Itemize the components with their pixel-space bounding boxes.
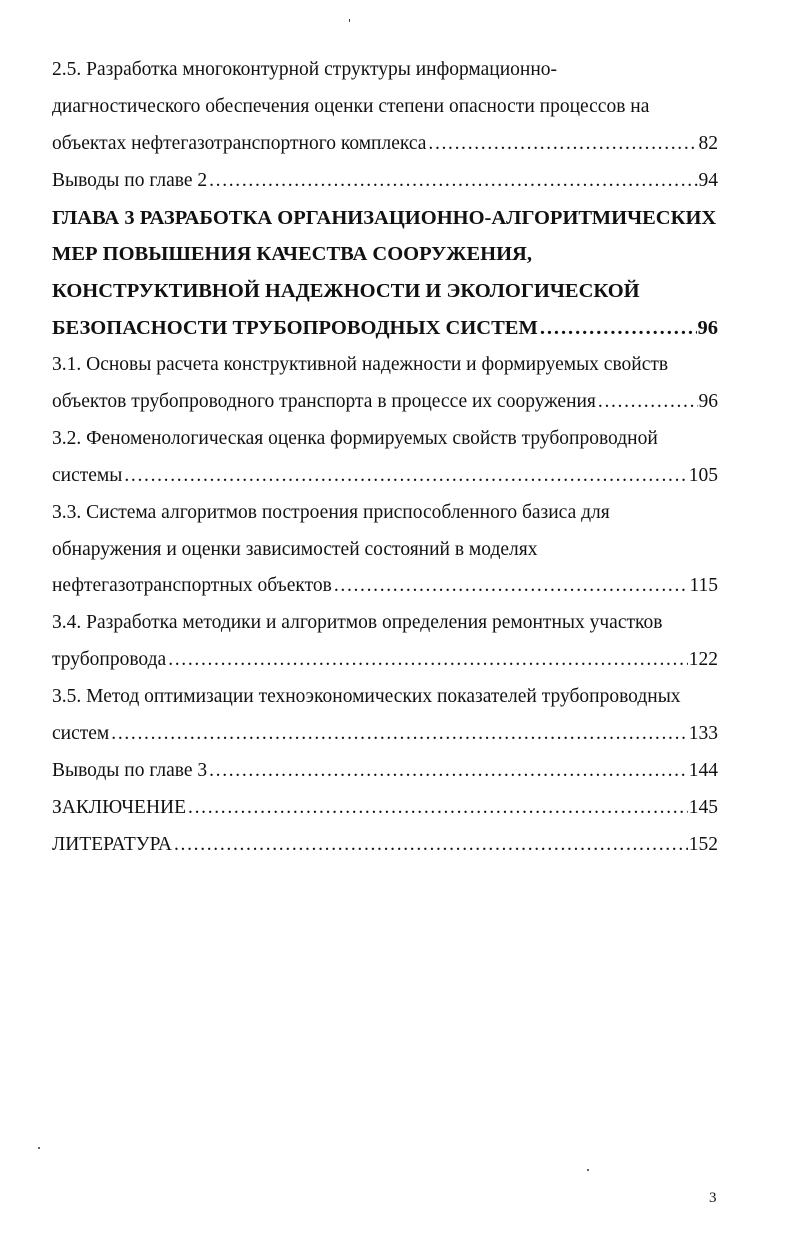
toc-page-number: 105 bbox=[688, 464, 718, 486]
toc-page-number: 145 bbox=[688, 796, 718, 818]
toc-entry-text: БЕЗОПАСНОСТИ ТРУБОПРОВОДНЫХ СИСТЕМ bbox=[52, 317, 538, 340]
toc-entry-3-2-line-1: 3.2. Феноменологическая оценка формируемых свойств трубопроводной bbox=[52, 427, 658, 449]
scan-speck bbox=[38, 1147, 40, 1149]
toc-entry-3-5-line-2 bbox=[52, 716, 718, 753]
toc-page-number: 94 bbox=[698, 169, 718, 191]
toc-entry-3-3-line-1: 3.3. Система алгоритмов построения приспособленного базиса для bbox=[52, 501, 610, 523]
toc-chapter-3-line-2: МЕР ПОВЫШЕНИЯ КАЧЕСТВА СООРУЖЕНИЯ, bbox=[52, 243, 532, 266]
toc-entry-2-5-line-2: диагностического обеспечения оценки степени опасности процессов на bbox=[52, 95, 650, 117]
toc-entry-text: ЛИТЕРАТУРА bbox=[52, 833, 172, 855]
toc-page-number: 82 bbox=[698, 132, 718, 154]
dot-leader bbox=[538, 310, 697, 347]
dot-leader bbox=[207, 163, 697, 200]
toc-page-number: 133 bbox=[688, 723, 718, 745]
toc-entry-conclusion bbox=[52, 790, 718, 827]
toc-entry-text: Выводы по главе 2 bbox=[52, 169, 208, 191]
toc-entry-text: нефтегазотранспортных объектов bbox=[52, 575, 332, 597]
dot-leader bbox=[332, 568, 689, 605]
dot-leader bbox=[207, 753, 688, 790]
toc-chapter-3-line-1: ГЛАВА 3 РАЗРАБОТКА ОРГАНИЗАЦИОННО-АЛГОРИТМИЧЕСКИХ bbox=[52, 206, 717, 229]
dot-leader bbox=[172, 827, 688, 864]
toc-page-number: 122 bbox=[688, 649, 718, 671]
scan-speck bbox=[587, 1169, 589, 1171]
toc-entry-3-3-line-3 bbox=[52, 568, 718, 605]
dot-leader bbox=[122, 458, 687, 495]
toc-entry-2-5-line-3 bbox=[52, 126, 718, 163]
toc-entry-3-1-line-2 bbox=[52, 384, 718, 421]
toc-entry-3-4-line-1: 3.4. Разработка методики и алгоритмов определения ремонтных участков bbox=[52, 612, 663, 634]
toc-entry-3-4-line-2 bbox=[52, 642, 718, 679]
toc-entry-text: Выводы по главе 3 bbox=[52, 759, 208, 781]
toc-entry-conclusions-ch2 bbox=[52, 163, 718, 200]
toc-page-number: 96 bbox=[698, 391, 718, 413]
dot-leader bbox=[186, 790, 688, 827]
toc-entry-conclusions-ch3 bbox=[52, 753, 718, 790]
toc-entry-text: трубопровода bbox=[52, 649, 167, 671]
toc-entry-3-2-line-2 bbox=[52, 458, 718, 495]
dot-leader bbox=[166, 642, 688, 679]
dot-leader bbox=[596, 384, 698, 421]
toc-entry-3-1-line-1: 3.1. Основы расчета конструктивной надежности и формируемых свойств bbox=[52, 354, 669, 376]
toc-chapter-3-line-3: КОНСТРУКТИВНОЙ НАДЕЖНОСТИ И ЭКОЛОГИЧЕСКОЙ bbox=[52, 280, 640, 303]
toc-entry-text: ЗАКЛЮЧЕНИЕ bbox=[52, 796, 187, 818]
toc-entry-text: объектах нефтегазотранспортного комплекса bbox=[52, 132, 427, 154]
toc-page-number: 144 bbox=[688, 759, 718, 781]
dot-leader bbox=[109, 716, 687, 753]
dot-leader bbox=[426, 126, 697, 163]
toc-entry-text: системы bbox=[52, 464, 123, 486]
table-of-contents bbox=[52, 52, 718, 864]
toc-page-number: 115 bbox=[689, 575, 718, 597]
toc-entry-3-5-line-1: 3.5. Метод оптимизации техноэкономических показателей трубопроводных bbox=[52, 686, 681, 708]
scan-speck bbox=[349, 19, 350, 22]
toc-entry-text: объектов трубопроводного транспорта в процессе их сооружения bbox=[52, 391, 596, 413]
toc-page-number: 152 bbox=[688, 833, 718, 855]
toc-entry-references bbox=[52, 827, 718, 864]
toc-entry-3-3-line-2: обнаружения и оценки зависимостей состояний в моделях bbox=[52, 538, 538, 560]
page-number: 3 bbox=[709, 1190, 717, 1206]
toc-entry-text: систем bbox=[52, 723, 110, 745]
toc-page-number: 96 bbox=[697, 317, 718, 340]
toc-chapter-3-line-4 bbox=[52, 310, 718, 347]
toc-entry-2-5-line-1: 2.5. Разработка многоконтурной структуры информационно- bbox=[52, 59, 558, 80]
